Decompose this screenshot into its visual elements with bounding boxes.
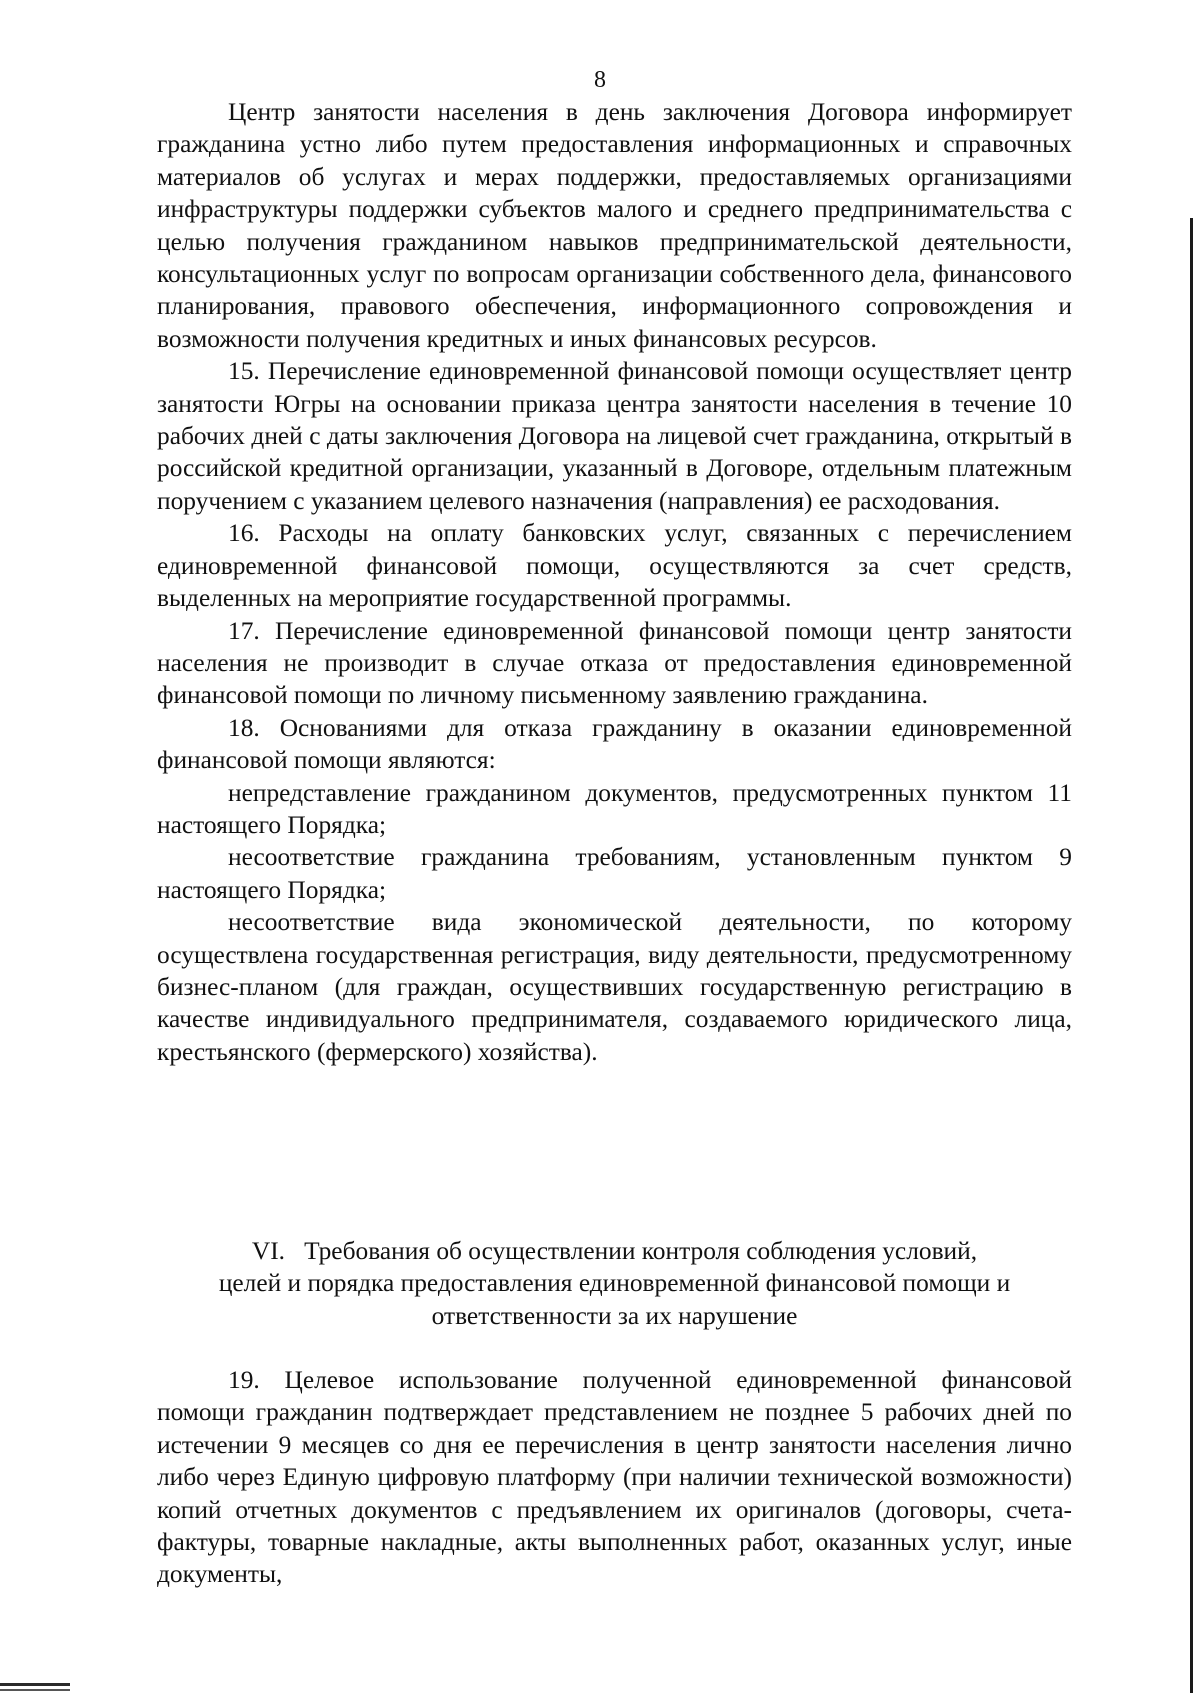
paragraph-15-transfer: 15. Перечисление единовременной финансовой помощи осуществляет центр занятости Югры на основании приказа центра занятости населения в течение 10 рабочих дней с даты заключения Договора на лицевой счет гражданина, открытый в российской кредитной организации, указанный в Договоре, отдельным платежным поручением с указанием целевого назначения (направления) ее расходования. [157, 357, 1072, 515]
scan-edge-bottom-secondary [0, 1689, 70, 1691]
section-heading-vi [157, 1235, 1072, 1332]
document-body [157, 96, 1072, 1068]
section-heading-line-2: целей и порядка предоставления единовременной финансовой помощи и [218, 1269, 1011, 1298]
scan-edge-right [1190, 218, 1193, 1693]
paragraph-17-refusal-by-citizen: 17. Перечисление единовременной финансовой помощи центр занятости населения не производит в случае отказа от предоставления единовременной финансовой помощи по личному письменному заявлению гражданина. [157, 616, 1072, 710]
list-item-requirements-mismatch: несоответствие гражданина требованиям, установленным пунктом 9 настоящего Порядка; [157, 843, 1072, 904]
section-heading-line-1: VI. Требования об осуществлении контроля соблюдения условий, [251, 1237, 978, 1265]
section-heading-line-3: ответственности за их нарушение [431, 1301, 798, 1330]
page-number: 8 [594, 67, 606, 93]
paragraph-18-refusal-grounds: 18. Основаниями для отказа гражданину в оказании единовременной финансовой помощи являются: [157, 713, 1072, 775]
document-body-section-vi [157, 1364, 1072, 1591]
list-item-activity-mismatch: несоответствие вида экономической деятельности, по которому осуществлена государственная регистрация, виду деятельности, предусмотренному бизнес-планом (для граждан, осуществивших государственную регистрацию в качестве индивидуального предпринимателя, создаваемого юридического лица, крестьянского (фермерского) хозяйства). [157, 908, 1072, 1066]
paragraph-employment-center-info: Центр занятости населения в день заключения Договора информирует гражданина устно либо путем предоставления информационных и справочных материалов об услугах и мерах поддержки, предоставляемых организациями инфраструктуры поддержки субъектов малого и среднего предпринимательства с целью получения гражданином навыков предпринимательской деятельности, консультационных услуг по вопросам организации собственного дела, финансового планирования, правового обеспечения, информационного сопровождения и возможности получения кредитных и иных финансовых ресурсов. [157, 98, 1072, 353]
paragraph-16-bank-costs: 16. Расходы на оплату банковских услуг, связанных с перечислением единовременной финансовой помощи, осуществляются за счет средств, выделенных на мероприятие государственной программы. [157, 519, 1072, 613]
list-item-missing-documents: непредставление гражданином документов, предусмотренных пунктом 11 настоящего Порядка; [157, 778, 1072, 839]
scan-edge-bottom [0, 1683, 70, 1686]
paragraph-19-target-use: 19. Целевое использование полученной единовременной финансовой помощи гражданин подтверждает представлением не позднее 5 рабочих дней по истечении 9 месяцев со дня ее перечисления в центр занятости населения лично либо через Единую цифровую платформу (при наличии технической возможности) копий отчетных документов с предъявлением их оригиналов (договоры, счета-фактуры, товарные накладные, акты выполненных работ, оказанных услуг, иные документы, [157, 1366, 1072, 1589]
